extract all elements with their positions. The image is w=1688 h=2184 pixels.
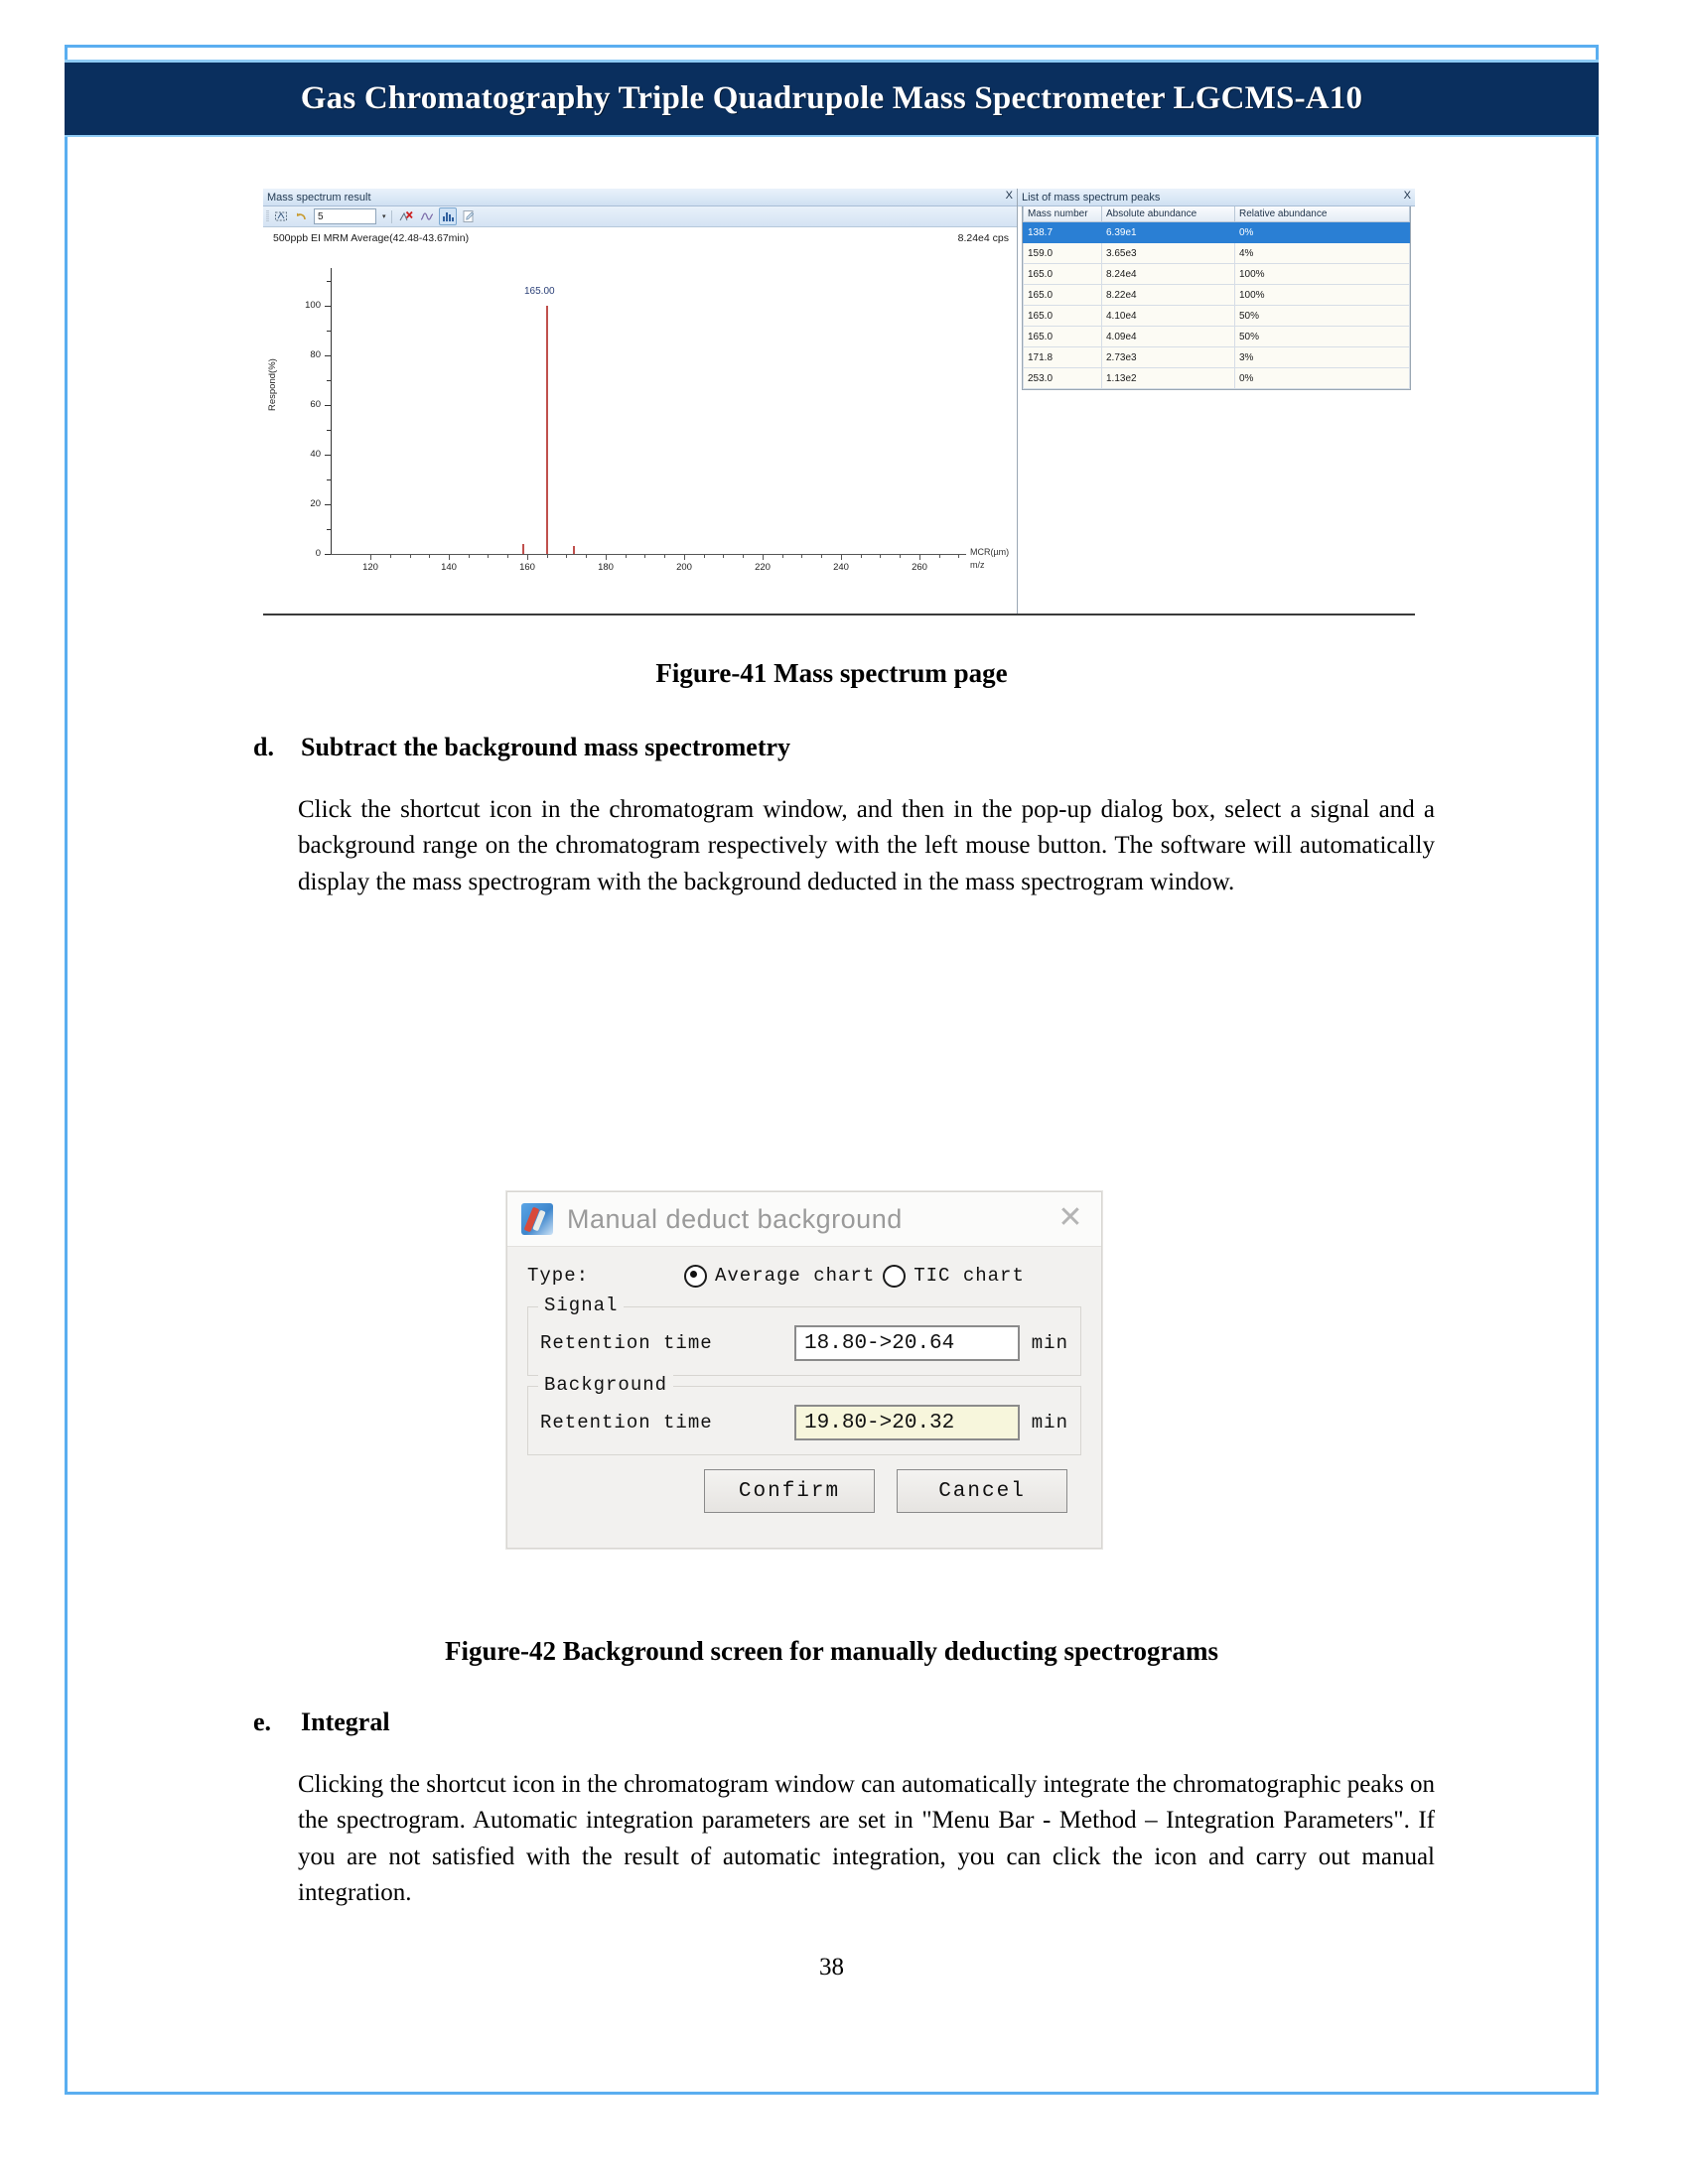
x-tick-260: [919, 555, 920, 560]
dialog-titlebar: [507, 1192, 1101, 1247]
mass-spectrum-screenshot: [263, 189, 1415, 615]
table-row[interactable]: [1024, 306, 1410, 327]
radio-tic-chart[interactable]: [883, 1265, 906, 1288]
y-tick-label-20: 20: [310, 498, 321, 509]
dialog-title: Manual deduct background: [567, 1203, 903, 1234]
x-tick-minor-8: [566, 555, 567, 558]
chart-header-row: [263, 227, 1017, 244]
background-retention-time-input[interactable]: 19.80->20.32: [794, 1405, 1020, 1440]
y-tick-minor-30: [327, 479, 331, 480]
x-tick-minor-18: [821, 555, 822, 558]
x-tick-minor-4: [469, 555, 470, 558]
x-tick-160: [527, 555, 528, 560]
column-header-mass-number[interactable]: Mass number: [1024, 206, 1102, 222]
peaks-cell-relative: 0%: [1235, 368, 1410, 389]
peaks-list-titlebar: [1018, 189, 1415, 206]
mcr-unit-label: MCR(µm): [970, 547, 1010, 557]
y-tick-label-60: 60: [310, 399, 321, 410]
clear-peaks-icon[interactable]: [397, 207, 415, 225]
x-tick-200: [684, 555, 685, 560]
y-tick-minor-90: [327, 331, 331, 332]
figure-42-caption: Figure-42 Background screen for manually deducting spectrograms: [444, 1636, 1218, 1666]
x-tick-120: [370, 555, 371, 560]
peaks-table-container[interactable]: [1022, 206, 1411, 390]
signal-group-legend: Signal: [538, 1295, 624, 1316]
averaging-combo[interactable]: [314, 208, 376, 224]
table-row[interactable]: [1024, 285, 1410, 306]
y-tick-label-80: 80: [310, 349, 321, 360]
x-tick-minor-17: [801, 555, 802, 558]
chevron-down-icon[interactable]: ▾: [382, 213, 386, 220]
x-tick-label-140: 140: [441, 562, 457, 573]
peaks-cell-absolute: 4.09e4: [1102, 327, 1235, 347]
bar-chart-icon[interactable]: [439, 207, 457, 225]
mass-spectrum-result-titlebar: [263, 189, 1017, 206]
peaks-cell-relative: 100%: [1235, 285, 1410, 306]
y-axis-label: Respond(%): [267, 358, 278, 411]
averaging-combo-value: 5: [318, 210, 324, 222]
edit-icon[interactable]: [460, 207, 478, 225]
signal-field-row: [540, 1325, 1068, 1361]
x-tick-140: [449, 555, 450, 560]
section-d-heading: [253, 733, 1445, 762]
x-tick-minor-1: [390, 555, 391, 558]
table-row[interactable]: [1024, 264, 1410, 285]
y-tick-label-0: 0: [315, 548, 321, 559]
background-unit-label: min: [1031, 1412, 1068, 1433]
background-group-legend: Background: [538, 1374, 673, 1396]
x-tick-minor-21: [900, 555, 901, 558]
type-label: Type:: [527, 1265, 590, 1287]
x-tick-minor-23: [958, 555, 959, 558]
chart-title: 500ppb EI MRM Average(42.48-43.67min): [273, 232, 470, 244]
peaks-table: [1023, 206, 1410, 389]
peaks-cell-absolute: 2.73e3: [1102, 347, 1235, 368]
y-tick-0: [325, 554, 331, 555]
signal-unit-label: min: [1031, 1332, 1068, 1354]
x-tick-minor-16: [782, 555, 783, 558]
section-e-marker: e.: [253, 1707, 272, 1736]
mass-spectrum-peaks-window: [1018, 189, 1415, 614]
y-tick-100: [325, 306, 331, 307]
x-tick-label-160: 160: [519, 562, 535, 573]
x-tick-minor-2: [410, 555, 411, 558]
peaks-cell-relative: 3%: [1235, 347, 1410, 368]
x-tick-label-180: 180: [598, 562, 614, 573]
x-tick-label-220: 220: [755, 562, 771, 573]
manual-deduct-background-dialog: [506, 1191, 1102, 1549]
y-tick-60: [325, 405, 331, 406]
x-tick-180: [606, 555, 607, 560]
x-tick-minor-9: [586, 555, 587, 558]
x-tick-minor-15: [743, 555, 744, 558]
peak-171-8: [573, 546, 575, 554]
peaks-cell-absolute: 8.22e4: [1102, 285, 1235, 306]
mass-spectrum-plot[interactable]: [263, 244, 1018, 610]
x-tick-minor-22: [939, 555, 940, 558]
background-field-row: [540, 1405, 1068, 1440]
section-d-marker: d.: [253, 733, 274, 761]
dialog-button-row: [527, 1455, 1081, 1513]
page-title: Gas Chromatography Triple Quadrupole Mass Spectrometer LGCMS-A10: [300, 80, 1363, 116]
confirm-button[interactable]: Confirm: [704, 1469, 875, 1513]
table-row[interactable]: [1024, 222, 1410, 243]
peaks-cell-relative: 0%: [1235, 222, 1410, 243]
x-tick-minor-13: [704, 555, 705, 558]
x-tick-minor-7: [547, 555, 548, 558]
y-tick-minor-10: [327, 529, 331, 530]
type-row: [527, 1255, 1081, 1297]
peak-165-0: [546, 306, 548, 554]
peaks-cell-absolute: 6.39e1: [1102, 222, 1235, 243]
peaks-cell-mass: 253.0: [1024, 368, 1102, 389]
y-tick-minor-110: [327, 281, 331, 282]
x-tick-minor-5: [488, 555, 489, 558]
select-region-icon[interactable]: [272, 207, 290, 225]
x-tick-minor-14: [723, 555, 724, 558]
undo-icon[interactable]: [293, 207, 311, 225]
x-tick-220: [763, 555, 764, 560]
y-tick-20: [325, 504, 331, 505]
table-row[interactable]: [1024, 243, 1410, 264]
x-tick-label-120: 120: [362, 562, 378, 573]
mass-spectrum-result-window: [263, 189, 1018, 614]
table-row[interactable]: [1024, 327, 1410, 347]
peaks-table-body: [1024, 222, 1410, 389]
mass-spectrum-toolbar: [263, 206, 1017, 227]
x-tick-minor-20: [880, 555, 881, 558]
figure-41-caption: Figure-41 Mass spectrum page: [655, 658, 1008, 688]
dialog-body: [507, 1247, 1101, 1513]
peaks-cell-relative: 4%: [1235, 243, 1410, 264]
signal-group: [527, 1295, 1081, 1376]
chart-cps-label: 8.24e4 cps: [957, 232, 1009, 244]
y-tick-40: [325, 455, 331, 456]
background-retention-time-label: Retention time: [540, 1412, 713, 1433]
radio-average-chart-label[interactable]: Average chart: [715, 1265, 876, 1287]
y-tick-label-100: 100: [305, 300, 321, 311]
x-tick-minor-3: [429, 555, 430, 558]
signal-retention-time-label: Retention time: [540, 1332, 713, 1354]
x-tick-label-240: 240: [833, 562, 849, 573]
mass-spectrum-result-title: Mass spectrum result: [267, 191, 371, 204]
peaks-cell-absolute: 1.13e2: [1102, 368, 1235, 389]
peaks-cell-absolute: 3.65e3: [1102, 243, 1235, 264]
y-tick-80: [325, 355, 331, 356]
section-e-heading-text: Integral: [301, 1707, 390, 1736]
peaks-cell-mass: 165.0: [1024, 264, 1102, 285]
toolbar-grip[interactable]: [266, 210, 269, 222]
close-icon[interactable]: ✕: [1057, 1201, 1083, 1234]
peak-label-165: 165.00: [524, 286, 555, 297]
cancel-button[interactable]: Cancel: [897, 1469, 1067, 1513]
column-header-relative-abundance[interactable]: Relative abundance: [1235, 206, 1410, 222]
x-tick-minor-11: [644, 555, 645, 558]
close-icon[interactable]: X: [1005, 190, 1013, 202]
page-number: 38: [819, 1954, 844, 1980]
page-content: [65, 137, 1599, 2095]
peaks-cell-mass: 165.0: [1024, 285, 1102, 306]
peaks-cell-mass: 165.0: [1024, 306, 1102, 327]
peaks-cell-mass: 138.7: [1024, 222, 1102, 243]
x-axis-unit-label: m/z: [970, 560, 985, 570]
x-tick-label-260: 260: [912, 562, 927, 573]
peaks-list-title: List of mass spectrum peaks: [1022, 191, 1161, 204]
x-tick-label-200: 200: [676, 562, 692, 573]
pen-chart-icon: [521, 1203, 553, 1235]
peaks-cell-relative: 50%: [1235, 327, 1410, 347]
section-e-heading: [253, 1707, 1445, 1737]
y-tick-minor-50: [327, 430, 331, 431]
section-d-paragraph: Click the shortcut icon in the chromatogram window, and then in the pop-up dialog box, select a signal and a background range on the chromatogram respectively with the left mouse button. The software will automatically display the mass spectrogram with the background deducted in the mass spectrogram window.: [298, 796, 1435, 895]
table-row[interactable]: [1024, 368, 1410, 389]
x-tick-minor-6: [507, 555, 508, 558]
peaks-cell-mass: 171.8: [1024, 347, 1102, 368]
section-d-heading-text: Subtract the background mass spectrometry: [301, 733, 791, 761]
peaks-cell-absolute: 4.10e4: [1102, 306, 1235, 327]
toolbar-separator: [391, 210, 392, 223]
background-group: [527, 1374, 1081, 1455]
peaks-cell-relative: 50%: [1235, 306, 1410, 327]
column-header-absolute-abundance[interactable]: Absolute abundance: [1102, 206, 1235, 222]
x-tick-240: [841, 555, 842, 560]
x-tick-minor-12: [664, 555, 665, 558]
smooth-icon[interactable]: [418, 207, 436, 225]
peaks-cell-relative: 100%: [1235, 264, 1410, 285]
y-axis-line: [331, 268, 332, 554]
radio-tic-chart-label[interactable]: TIC chart: [914, 1265, 1025, 1287]
y-tick-label-40: 40: [310, 449, 321, 460]
radio-average-chart[interactable]: [684, 1265, 707, 1288]
close-icon[interactable]: X: [1403, 190, 1411, 202]
signal-retention-time-input[interactable]: 18.80->20.64: [794, 1325, 1020, 1361]
peaks-table-header-row: [1024, 206, 1410, 222]
x-tick-minor-10: [626, 555, 627, 558]
peaks-cell-absolute: 8.24e4: [1102, 264, 1235, 285]
document-header-band: [65, 60, 1599, 137]
peak-159-0: [522, 544, 524, 554]
table-row[interactable]: [1024, 347, 1410, 368]
peaks-cell-mass: 165.0: [1024, 327, 1102, 347]
x-axis-line: [331, 554, 966, 555]
x-tick-minor-19: [861, 555, 862, 558]
y-tick-minor-70: [327, 380, 331, 381]
peaks-cell-mass: 159.0: [1024, 243, 1102, 264]
section-e-paragraph: Clicking the shortcut icon in the chromatogram window can automatically integrate the chromatographic peaks on the spectrogram. Automatic integration parameters are set in "Menu Bar - Method – Integration Parameters". If you are not satisfied with the result of automatic integration, you can click the icon and carry out manual integration.: [298, 1771, 1435, 1906]
